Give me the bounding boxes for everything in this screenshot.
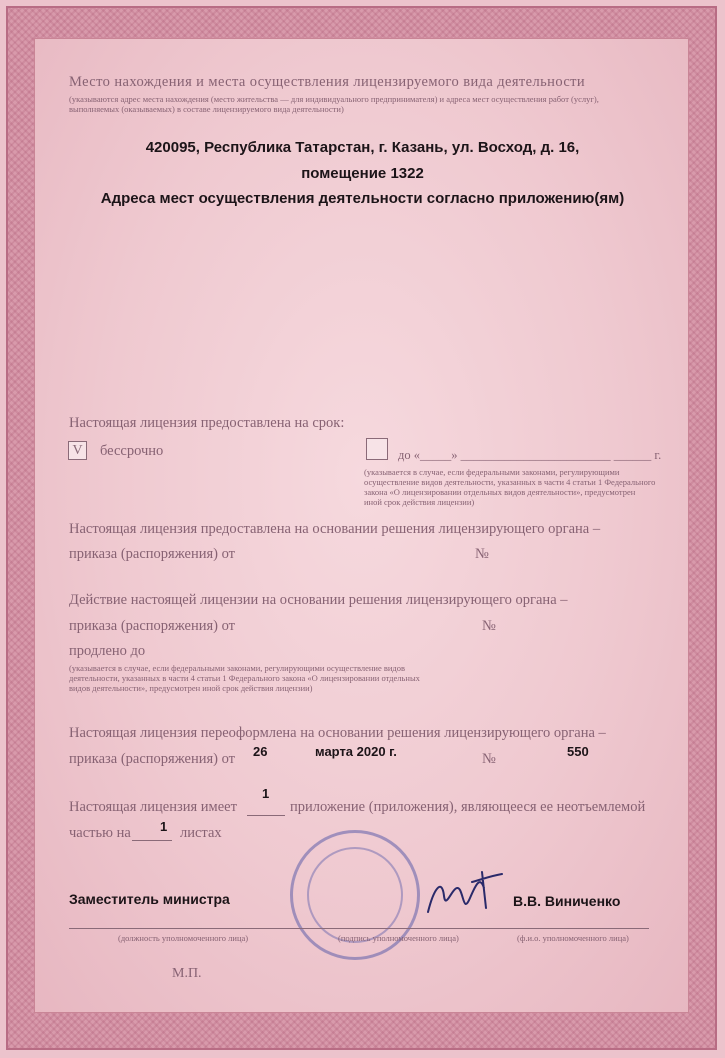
reissue-number-label: № (482, 751, 496, 767)
indefinite-label: бессрочно (100, 443, 164, 459)
extension-number-label: № (482, 618, 496, 634)
reissue-line-2: приказа (распоряжения) от (69, 751, 235, 767)
appendix-line-1b: приложение (приложения), являющееся ее неотъемлемой (290, 799, 646, 815)
reissue-number: 550 (567, 744, 589, 759)
appendix-line-2b: листах (180, 825, 222, 841)
indefinite-checkbox (68, 441, 87, 460)
address-line-3: Адреса мест осуществления деятельности согласно приложению(ям) (100, 190, 625, 207)
until-note-1: (указывается в случае, если федеральными законами, регулирующими (364, 467, 620, 477)
checkbox-mark: V (72, 443, 83, 458)
basis-line-1: Настоящая лицензия предоставлена на основании решения лицензирующего органа – (69, 521, 601, 537)
signature-icon (420, 868, 510, 923)
appendix-line-2a: частью на (69, 825, 131, 841)
extension-line-2: приказа (распоряжения) от (69, 618, 235, 634)
address-line-1: 420095, Республика Татарстан, г. Казань, ул. Восход, д. 16, (145, 139, 580, 156)
until-note-2: осуществление видов деятельности, указанных в части 4 статьи 1 Федерального (364, 477, 656, 487)
name-caption: (ф.и.о. уполномоченного лица) (517, 933, 629, 943)
extension-line-1: Действие настоящей лицензии на основании решения лицензирующего органа – (69, 592, 568, 608)
basis-line-2: приказа (распоряжения) от (69, 546, 235, 562)
appendix-sheets-line (132, 840, 172, 841)
extension-note-2: деятельности, указанных в части 4 статьи 1 Федерального закона «О лицензировании отдельных (69, 673, 420, 683)
extension-note-3: видов деятельности», предусмотрен иной срок действия лицензии) (69, 683, 313, 693)
extended-until-label: продлено до (69, 643, 146, 659)
location-note-1: (указываются адрес места нахождения (место жительства — для индивидуального предпринимателя) и адреса мест осуществления работ (услуг), (69, 94, 599, 104)
basis-number-label: № (475, 546, 489, 562)
extension-note-1: (указывается в случае, если федеральными законами, регулирующими осуществление видов (69, 663, 406, 673)
address-line-2: помещение 1322 (301, 165, 424, 182)
reissue-month-year: марта 2020 г. (315, 744, 397, 759)
seal-place-label: М.П. (172, 966, 202, 981)
until-note-4: иной срок действия лицензии) (364, 497, 475, 507)
signatory-name: В.В. Виниченко (513, 893, 621, 909)
signature-caption: (подпись уполномоченного лица) (338, 933, 459, 943)
appendix-sheets: 1 (160, 819, 168, 834)
appendix-count: 1 (262, 786, 270, 801)
reissue-day: 26 (253, 744, 268, 759)
signatory-position: Заместитель министра (69, 891, 230, 907)
appendix-count-line (247, 815, 285, 816)
appendix-line-1a: Настоящая лицензия имеет (69, 799, 237, 815)
reissue-line-1: Настоящая лицензия переоформлена на основании решения лицензирующего органа – (69, 725, 606, 741)
until-checkbox (366, 438, 388, 460)
position-caption: (должность уполномоченного лица) (118, 933, 249, 943)
until-note-3: закона «О лицензировании отдельных видов деятельности», предусмотрен (364, 487, 636, 497)
location-heading: Место нахождения и места осуществления лицензируемого вида деятельности (69, 74, 586, 90)
until-date-label: до «_____» ________________________ ______ г. (398, 448, 662, 462)
term-label: Настоящая лицензия предоставлена на срок: (69, 415, 345, 431)
location-note-2: выполняемых (оказываемых) в составе лицензируемого вида деятельности) (69, 104, 344, 114)
signature-line (69, 928, 649, 929)
